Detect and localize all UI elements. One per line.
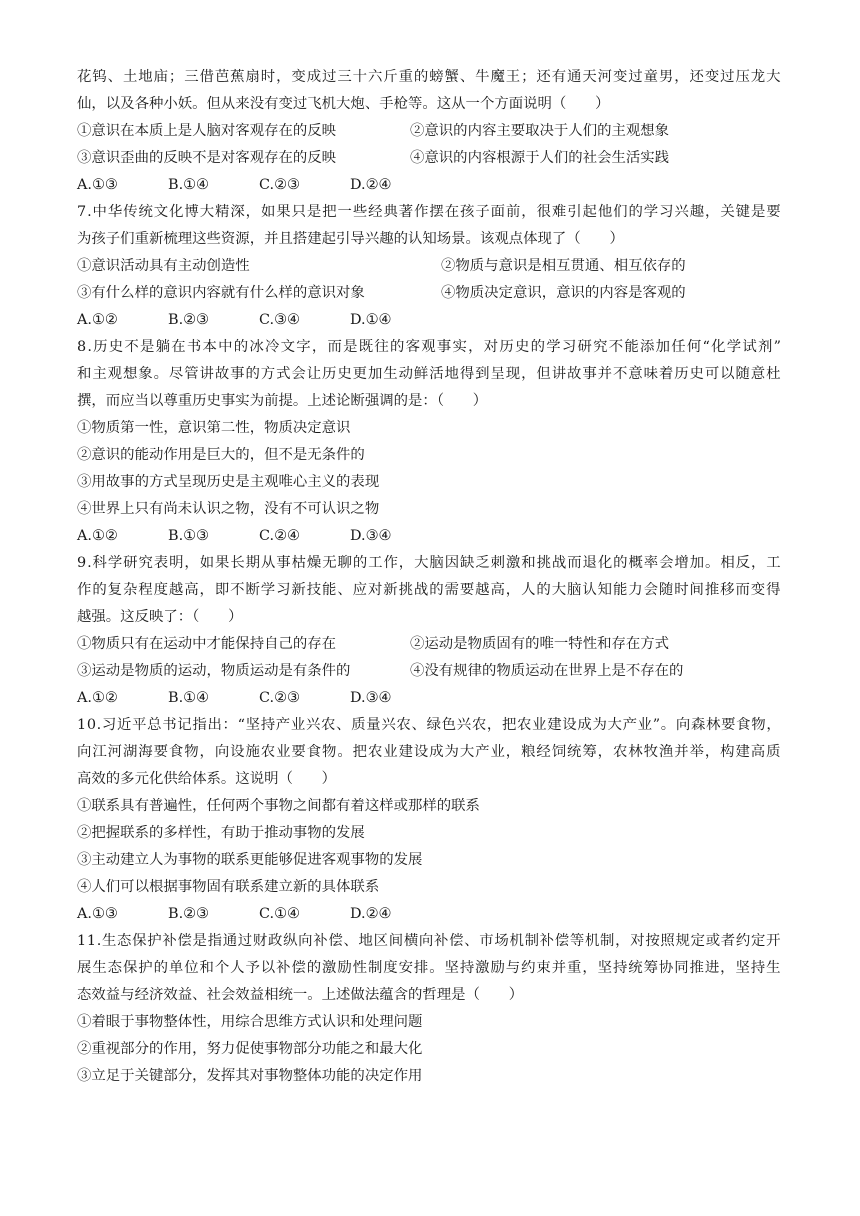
- q7-choice-a[interactable]: A.①②: [77, 312, 118, 328]
- q8-stem-line-3: 撰，而应当以尊重历史事实为前提。上述论断强调的是：（ ）: [77, 393, 488, 409]
- q11-stem-line-3: 态效益与经济效益、社会效益相统一。上述做法蕴含的哲理是（ ）: [77, 987, 524, 1003]
- q9-choice-d[interactable]: D.③④: [350, 690, 392, 706]
- q9-item-3: ③运动是物质的运动，物质运动是有条件的: [77, 663, 351, 679]
- q9-item-1: ①物质只有在运动中才能保持自己的存在: [77, 636, 337, 652]
- q9-stem-line-1: 9 . 科 学 研 究 表 明 ， 如 果 长 期 从 事 枯 燥 无 聊 的 工 作 ， 大 脑 因 缺 乏 刺 激 和 挑 战 而 退 化 的 概 率 会 增 加 。 相 反 ， 工: [77, 555, 781, 571]
- q6-item-2: ②意识的内容主要取决于人们的主观想象: [410, 123, 670, 139]
- q6-choice-a[interactable]: A.①③: [77, 177, 118, 193]
- q6-choice-d[interactable]: D.②④: [350, 177, 392, 193]
- q7-stem-line-1: 7 . 中 华 传 统 文 化 博 大 精 深 ， 如 果 只 是 把 一 些 经 典 著 作 摆 在 孩 子 面 前 ， 很 难 引 起 他 们 的 学 习 兴 趣 ， 关 键 是 要: [77, 204, 781, 220]
- q6-item-1: ①意识在本质上是人脑对客观存在的反映: [77, 123, 337, 139]
- q11-stem-line-2: 展 生 态 保 护 的 单 位 和 个 人 予 以 补 偿 的 激 励 性 制 度 安 排 。 坚 持 激 励 与 约 束 并 重 ， 坚 持 统 筹 协 同 推 进 ， 坚 持 生: [77, 960, 781, 976]
- q7-choice-d[interactable]: D.①④: [350, 312, 392, 328]
- q10-choice-d[interactable]: D.②④: [350, 906, 392, 922]
- q8-choice-a[interactable]: A.①②: [77, 528, 118, 544]
- q7-choice-c[interactable]: C.③④: [259, 312, 300, 328]
- q7-choice-b[interactable]: B.②③: [168, 312, 209, 328]
- q9-stem-line-2: 作 的 复 杂 程 度 越 高 ， 即 不 断 学 习 新 技 能 、 应 对 新 挑 战 的 需 要 越 高 ， 人 的 大 脑 认 知 能 力 会 随 时 间 推 移 而 变 得: [77, 582, 781, 598]
- q10-item-3: ③主动建立人为事物的联系更能够促进客观事物的发展: [77, 852, 423, 868]
- q8-item-3: ③用故事的方式呈现历史是主观唯心主义的表现: [77, 474, 380, 490]
- q10-stem-line-3: 高效的多元化供给体系。这说明（ ）: [77, 771, 337, 787]
- q8-choice-b[interactable]: B.①③: [168, 528, 209, 544]
- q9-choice-a[interactable]: A.①②: [77, 690, 118, 706]
- q6-stem-line-2: 仙，以及各种小妖。但从来没有变过飞机大炮、手枪等。这从一个方面说明（ ）: [77, 96, 610, 112]
- q10-stem-line-1: 1 0 . 习 近 平 总 书 记 指 出 ： “ 坚 持 产 业 兴 农 、 质 量 兴 农 、 绿 色 兴 农 ， 把 农 业 建 设 成 为 大 产 业 ” 。 向 森 林 要 食 物 ，: [77, 717, 781, 733]
- q6-choice-b[interactable]: B.①④: [168, 177, 209, 193]
- q7-item-3: ③有什么样的意识内容就有什么样的意识对象: [77, 285, 365, 301]
- q9-stem-line-3: 越强。这反映了：（ ）: [77, 609, 243, 625]
- q6-choice-c[interactable]: C.②③: [259, 177, 300, 193]
- q8-item-1: ①物质第一性，意识第二性，物质决定意识: [77, 420, 351, 436]
- q10-item-4: ④人们可以根据事物固有联系建立新的具体联系: [77, 879, 380, 895]
- q6-item-3: ③意识歪曲的反映不是对客观存在的反映: [77, 150, 337, 166]
- q7-item-4: ④物质决定意识，意识的内容是客观的: [441, 285, 686, 301]
- q10-stem-line-2: 向 江 河 湖 海 要 食 物 ， 向 设 施 农 业 要 食 物 。 把 农 业 建 设 成 为 大 产 业 ， 粮 经 饲 统 筹 ， 农 林 牧 渔 并 举 ， 构 建 高 质: [77, 744, 781, 760]
- q8-item-2: ②意识的能动作用是巨大的，但不是无条件的: [77, 447, 365, 463]
- q6-item-4: ④意识的内容根源于人们的社会生活实践: [410, 150, 670, 166]
- q9-choice-c[interactable]: C.②③: [259, 690, 300, 706]
- q8-stem-line-1: 8 . 历 史 不 是 躺 在 书 本 中 的 冰 冷 文 字 ， 而 是 既 往 的 客 观 事 实 ， 对 历 史 的 学 习 研 究 不 能 添 加 任 何 “ 化 学 试 剂 ”: [77, 339, 781, 355]
- q11-stem-line-1: 1 1 . 生 态 保 护 补 偿 是 指 通 过 财 政 纵 向 补 偿 、 地 区 间 横 向 补 偿 、 市 场 机 制 补 偿 等 机 制 ， 对 按 照 规 定 或 者 约 定 开: [77, 933, 781, 949]
- q11-item-3: ③立足于关键部分，发挥其对事物整体功能的决定作用: [77, 1068, 423, 1084]
- q11-item-2: ②重视部分的作用，努力促使事物部分功能之和最大化: [77, 1041, 423, 1057]
- q10-item-2: ②把握联系的多样性，有助于推动事物的发展: [77, 825, 365, 841]
- q8-stem-line-2: 和 主 观 想 象 。 尽 管 讲 故 事 的 方 式 会 让 历 史 更 加 生 动 鲜 活 地 得 到 呈 现 ， 但 讲 故 事 并 不 意 味 着 历 史 可 以 随 意 杜: [77, 366, 781, 382]
- q7-item-1: ①意识活动具有主动创造性: [77, 258, 250, 274]
- q7-stem-line-2: 为孩子们重新梳理这些资源，并且搭建起引导兴趣的认知场景。该观点体现了（ ）: [77, 231, 624, 247]
- q9-item-4: ④没有规律的物质运动在世界上是不存在的: [410, 663, 684, 679]
- q7-item-2: ②物质与意识是相互贯通、相互依存的: [441, 258, 686, 274]
- q10-choice-c[interactable]: C.①④: [259, 906, 300, 922]
- q6-stem-line-1: 花 钨 、 土 地 庙 ； 三 借 芭 蕉 扇 时 ， 变 成 过 三 十 六 斤 重 的 螃 蟹 、 牛 魔 王 ； 还 有 通 天 河 变 过 童 男 ， 还 变 过 压 龙 大: [77, 69, 781, 85]
- q9-choice-b[interactable]: B.①④: [168, 690, 209, 706]
- q11-item-1: ①着眼于事物整体性，用综合思维方式认识和处理问题: [77, 1014, 423, 1030]
- q10-choice-b[interactable]: B.②③: [168, 906, 209, 922]
- q8-choice-c[interactable]: C.②④: [259, 528, 300, 544]
- q10-item-1: ①联系具有普遍性，任何两个事物之间都有着这样或那样的联系: [77, 798, 480, 814]
- q9-item-2: ②运动是物质固有的唯一特性和存在方式: [410, 636, 670, 652]
- q8-item-4: ④世界上只有尚未认识之物，没有不可认识之物: [77, 501, 380, 517]
- q8-choice-d[interactable]: D.③④: [350, 528, 392, 544]
- q10-choice-a[interactable]: A.①③: [77, 906, 118, 922]
